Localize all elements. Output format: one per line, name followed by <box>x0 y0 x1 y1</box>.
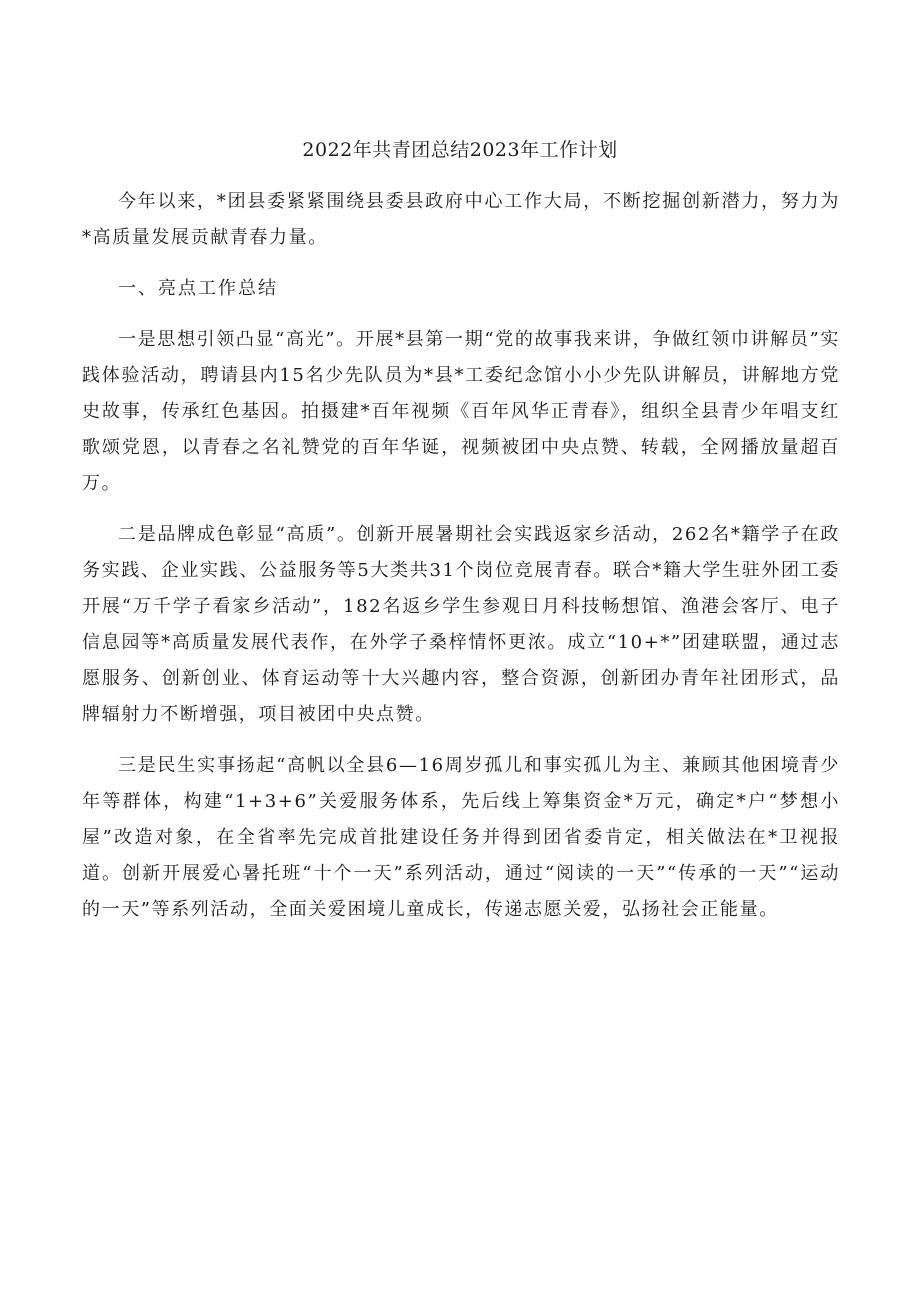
paragraph-livelihood-projects: 三是民生实事扬起“高帆以全县6—16周岁孤儿和事实孤儿为主、兼顾其他困境青少年等群体，构建“1+3+6”关爱服务体系，先后线上筹集资金*万元，确定*户“梦想小屋”改造对象，在全省率先完成首批建设任务并得到团省委肯定，相关做法在*卫视报道。创新开展爱心暑托班“十个一天”系列活动，通过“阅读的一天”“传承的一天”“运动的一天”等系列活动，全面关爱困境儿童成长，传递志愿关爱，弘扬社会正能量。 <box>82 755 840 920</box>
intro-paragraph: 今年以来，*团县委紧紧围绕县委县政府中心工作大局，不断挖掘创新潜力，努力为*高质量发展贡献青春力量。 <box>82 191 840 248</box>
paragraph-brand-quality: 二是品牌成色彰显“高质”。创新开展暑期社会实践返家乡活动，262名*籍学子在政务实践、企业实践、公益服务等5大类共31个岗位竞展青春。联合*籍大学生驻外团工委开展“万千学子看家乡活动”，182名返乡学生参观日月科技畅想馆、渔港会客厅、电子信息园等*高质量发展代表作，在外学子桑梓情怀更浓。成立“10+*”团建联盟，通过志愿服务、创新创业、体育运动等十大兴趣内容，整合资源，创新团办青年社团形式，品牌辐射力不断增强，项目被团中央点赞。 <box>82 524 840 725</box>
paragraph-ideological-guidance: 一是思想引领凸显“高光”。开展*县第一期“党的故事我来讲，争做红领巾讲解员”实践体验活动，聘请县内15名少先队员为*县*工委纪念馆小小少先队讲解员，讲解地方党史故事，传承红色基因。拍摄建*百年视频《百年风华正青春》，组织全县青少年唱支红歌颂党恩，以青春之名礼赞党的百年华诞，视频被团中央点赞、转载，全网播放量超百万。 <box>82 329 840 494</box>
document-title: 2022年共青团总结2023年工作计划 <box>302 139 618 161</box>
document-body <box>82 184 840 943</box>
section-heading: 一、亮点工作总结 <box>118 278 278 299</box>
